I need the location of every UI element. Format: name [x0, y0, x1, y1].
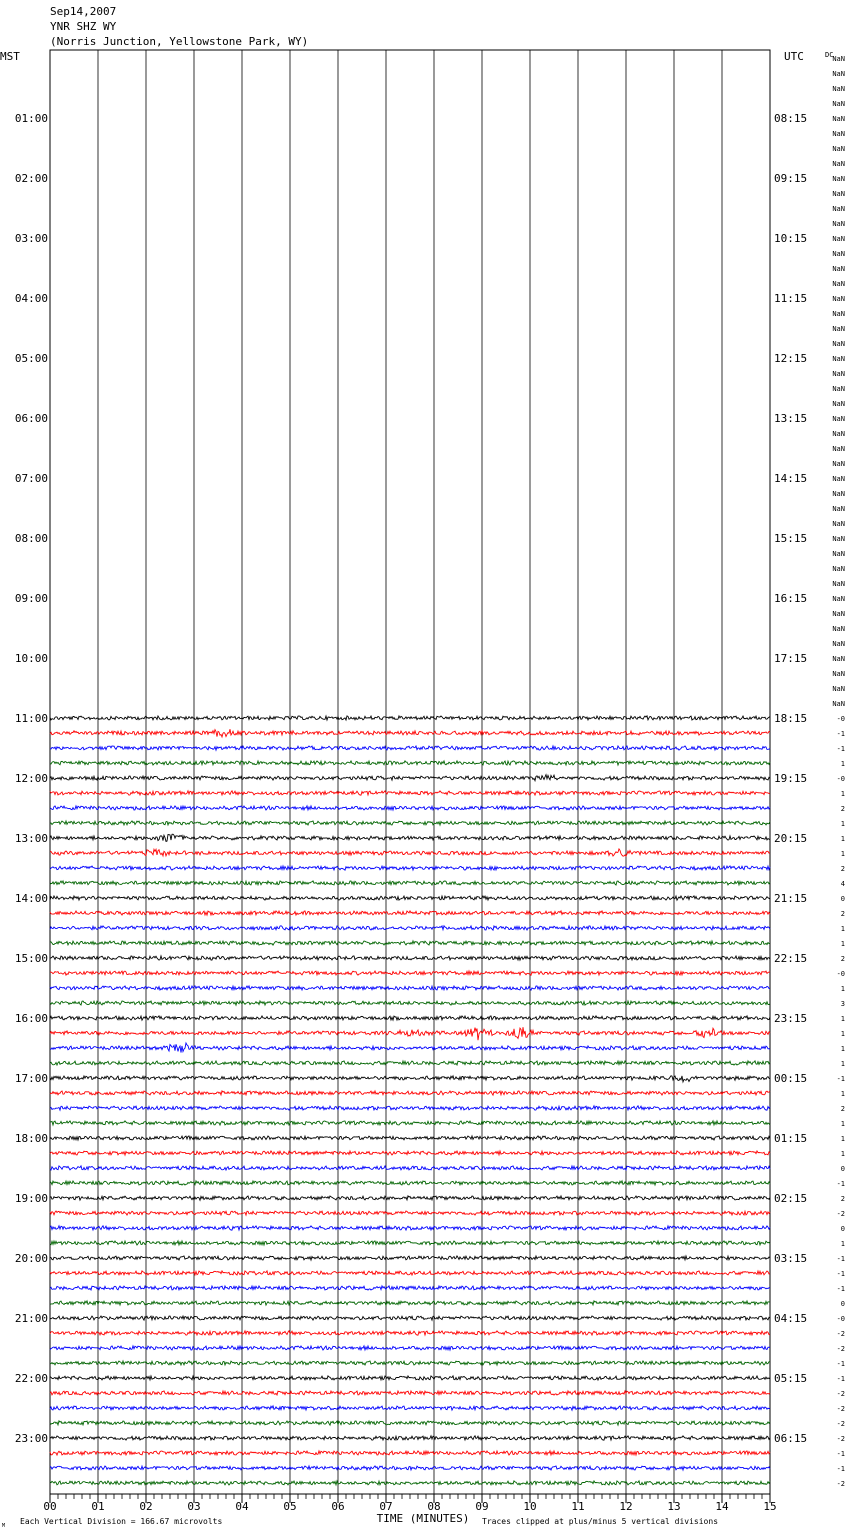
dc-offset-value: 1	[840, 850, 845, 858]
dc-offset-value: 2	[840, 955, 845, 963]
utc-hour-label: 20:15	[774, 832, 808, 845]
x-tick-label: 11	[571, 1500, 585, 1513]
dc-offset-value: 1	[840, 835, 845, 843]
x-tick-label: 04	[235, 1500, 249, 1513]
plot-frame	[50, 50, 770, 1494]
dc-offset-value: -1	[836, 1375, 845, 1383]
dc-offset-value: 2	[840, 1105, 845, 1113]
utc-hour-label: 00:15	[774, 1072, 808, 1085]
dc-offset-nan: NaN	[832, 115, 845, 123]
dc-offset-value: 2	[840, 910, 845, 918]
dc-offset-value: 1	[840, 940, 845, 948]
seismic-trace	[50, 1061, 770, 1065]
dc-offset-value: -2	[836, 1405, 845, 1413]
seismic-trace	[50, 775, 770, 781]
x-tick-label: 05	[283, 1500, 297, 1513]
seismic-trace	[50, 881, 770, 885]
mst-hour-label: 02:00	[14, 172, 48, 185]
utc-hour-label: 01:15	[774, 1132, 808, 1145]
dc-offset-nan: NaN	[832, 190, 845, 198]
dc-offset-nan: NaN	[832, 625, 845, 633]
x-axis-label: TIME (MINUTES)	[376, 1512, 470, 1525]
dc-offset-nan: NaN	[832, 655, 845, 663]
dc-offset-nan: NaN	[832, 505, 845, 513]
seismic-trace	[50, 1121, 770, 1125]
dc-offset-value: -2	[836, 1390, 845, 1398]
mst-hour-label: 20:00	[14, 1252, 48, 1265]
dc-offset-value: 1	[840, 1090, 845, 1098]
dc-offset-nan: NaN	[832, 250, 845, 258]
seismic-trace	[50, 1091, 770, 1095]
footer-scale-note: Each Vertical Division = 166.67 microvolts	[20, 1517, 223, 1526]
mst-hour-label: 03:00	[14, 232, 48, 245]
x-tick-label: 02	[139, 1500, 153, 1513]
seismic-trace	[50, 1286, 770, 1290]
seismic-trace	[50, 1361, 770, 1365]
dc-offset-value: 4	[840, 880, 845, 888]
seismic-trace	[50, 956, 770, 960]
seismic-trace	[50, 1211, 770, 1215]
utc-hour-label: 22:15	[774, 952, 808, 965]
dc-offset-value: 1	[840, 1240, 845, 1248]
dc-offset-value: 1	[840, 1030, 845, 1038]
seismic-trace	[50, 1391, 770, 1395]
utc-hour-label: 11:15	[774, 292, 808, 305]
dc-offset-value: -2	[836, 1480, 845, 1488]
mst-hour-label: 14:00	[14, 892, 48, 905]
seismic-trace	[50, 849, 770, 856]
dc-offset-nan: NaN	[832, 595, 845, 603]
dc-offset-nan: NaN	[832, 685, 845, 693]
x-tick-label: 09	[475, 1500, 489, 1513]
dc-offset-value: 3	[840, 1000, 845, 1008]
dc-offset-value: 1	[840, 925, 845, 933]
x-tick-label: 15	[763, 1500, 777, 1513]
dc-offset-nan: NaN	[832, 640, 845, 648]
dc-offset-value: 1	[840, 1135, 845, 1143]
dc-offset-nan: NaN	[832, 520, 845, 528]
seismic-trace	[50, 729, 770, 737]
dc-offset-value: 1	[840, 1120, 845, 1128]
x-tick-label: 06	[331, 1500, 345, 1513]
dc-offset-nan: NaN	[832, 445, 845, 453]
utc-hour-label: 04:15	[774, 1312, 808, 1325]
utc-hour-label: 02:15	[774, 1192, 808, 1205]
seismic-trace	[50, 1151, 770, 1155]
dc-offset-value: -1	[836, 1180, 845, 1188]
utc-hour-label: 05:15	[774, 1372, 808, 1385]
dc-label: DC	[825, 51, 834, 59]
seismic-trace	[50, 1001, 770, 1005]
mst-hour-label: 04:00	[14, 292, 48, 305]
seismic-trace	[50, 986, 770, 990]
dc-offset-value: -0	[836, 715, 845, 723]
utc-hour-label: 17:15	[774, 652, 808, 665]
dc-offset-nan: NaN	[832, 295, 845, 303]
seismic-trace	[50, 1331, 770, 1335]
dc-offset-nan: NaN	[832, 265, 845, 273]
footer-mark: M	[2, 1523, 6, 1529]
seismic-trace	[50, 866, 770, 870]
dc-offset-nan: NaN	[832, 325, 845, 333]
dc-offset-value: 0	[840, 1225, 845, 1233]
dc-offset-nan: NaN	[832, 145, 845, 153]
dc-offset-nan: NaN	[832, 355, 845, 363]
utc-hour-label: 10:15	[774, 232, 808, 245]
dc-offset-nan: NaN	[832, 700, 845, 708]
dc-offset-nan: NaN	[832, 610, 845, 618]
mst-hour-label: 12:00	[14, 772, 48, 785]
dc-offset-nan: NaN	[832, 385, 845, 393]
seismic-trace	[50, 821, 770, 825]
mst-hour-label: 18:00	[14, 1132, 48, 1145]
seismic-trace	[50, 1196, 770, 1200]
dc-offset-nan: NaN	[832, 310, 845, 318]
dc-offset-value: 2	[840, 1195, 845, 1203]
dc-offset-nan: NaN	[832, 475, 845, 483]
dc-offset-nan: NaN	[832, 580, 845, 588]
seismic-trace	[50, 1136, 770, 1140]
dc-offset-value: -1	[836, 1360, 845, 1368]
axis-labels	[0, 50, 845, 1529]
dc-offset-nan: NaN	[832, 175, 845, 183]
seismic-trace	[50, 1256, 770, 1260]
dc-offset-value: -2	[836, 1330, 845, 1338]
seismic-trace	[50, 1166, 770, 1170]
dc-offset-value: -1	[836, 1285, 845, 1293]
mst-hour-label: 06:00	[14, 412, 48, 425]
dc-offset-value: -2	[836, 1210, 845, 1218]
x-tick-label: 01	[91, 1500, 105, 1513]
seismic-trace	[50, 1226, 770, 1230]
seismic-trace	[50, 1043, 770, 1053]
seismic-trace	[50, 1181, 770, 1185]
mst-hour-label: 16:00	[14, 1012, 48, 1025]
dc-offset-nan: NaN	[832, 415, 845, 423]
seismic-trace	[50, 1436, 770, 1440]
seismic-trace	[50, 746, 770, 750]
utc-hour-label: 08:15	[774, 112, 808, 125]
seismic-trace	[50, 1451, 770, 1455]
dc-offset-value: -1	[836, 1255, 845, 1263]
dc-offset-value: -1	[836, 745, 845, 753]
dc-offset-nan: NaN	[832, 235, 845, 243]
x-tick-label: 03	[187, 1500, 201, 1513]
seismic-trace	[50, 1481, 770, 1485]
dc-offset-value: 0	[840, 895, 845, 903]
x-tick-label: 12	[619, 1500, 633, 1513]
plot-station: YNR SHZ WY	[50, 20, 117, 33]
left-axis-label: MST	[0, 50, 20, 63]
seismic-trace	[50, 1421, 770, 1425]
seismic-trace	[50, 806, 770, 810]
mst-hour-label: 15:00	[14, 952, 48, 965]
mst-hour-label: 10:00	[14, 652, 48, 665]
dc-offset-nan: NaN	[832, 340, 845, 348]
dc-offset-nan: NaN	[832, 370, 845, 378]
x-tick-label: 10	[523, 1500, 537, 1513]
utc-hour-label: 21:15	[774, 892, 808, 905]
mst-hour-label: 05:00	[14, 352, 48, 365]
dc-offset-value: 2	[840, 865, 845, 873]
seismic-trace	[50, 1316, 770, 1320]
x-tick-label: 07	[379, 1500, 393, 1513]
utc-hour-label: 23:15	[774, 1012, 808, 1025]
mst-hour-label: 13:00	[14, 832, 48, 845]
seismic-trace	[50, 1027, 770, 1040]
seismic-trace	[50, 761, 770, 765]
dc-offset-value: 2	[840, 805, 845, 813]
utc-hour-label: 14:15	[774, 472, 808, 485]
dc-offset-value: -1	[836, 1465, 845, 1473]
dc-offset-value: -2	[836, 1420, 845, 1428]
dc-offset-value: 1	[840, 1150, 845, 1158]
dc-offset-nan: NaN	[832, 130, 845, 138]
seismic-trace	[50, 1076, 770, 1082]
dc-offset-nan: NaN	[832, 430, 845, 438]
dc-offset-nan: NaN	[832, 400, 845, 408]
seismic-trace	[50, 1346, 770, 1350]
dc-offset-value: -0	[836, 775, 845, 783]
dc-offset-value: 1	[840, 820, 845, 828]
dc-offset-nan: NaN	[832, 70, 845, 78]
seismic-trace	[50, 896, 770, 900]
mst-hour-label: 17:00	[14, 1072, 48, 1085]
mst-hour-label: 11:00	[14, 712, 48, 725]
seismic-trace	[50, 834, 770, 841]
dc-offset-nan: NaN	[832, 100, 845, 108]
mst-hour-label: 01:00	[14, 112, 48, 125]
seismic-trace	[50, 971, 770, 975]
dc-offset-value: 0	[840, 1300, 845, 1308]
footer-clip-note: Traces clipped at plus/minus 5 vertical divisions	[482, 1517, 719, 1526]
utc-hour-label: 09:15	[774, 172, 808, 185]
mst-hour-label: 08:00	[14, 532, 48, 545]
utc-hour-label: 12:15	[774, 352, 808, 365]
utc-hour-label: 18:15	[774, 712, 808, 725]
dc-offset-value: 1	[840, 1015, 845, 1023]
dc-offset-value: -1	[836, 1075, 845, 1083]
utc-hour-label: 19:15	[774, 772, 808, 785]
seismic-trace	[50, 1271, 770, 1275]
dc-offset-value: 1	[840, 1060, 845, 1068]
dc-offset-value: -1	[836, 1270, 845, 1278]
dc-offset-value: 0	[840, 1165, 845, 1173]
utc-hour-label: 03:15	[774, 1252, 808, 1265]
dc-offset-nan: NaN	[832, 670, 845, 678]
dc-offset-value: 1	[840, 985, 845, 993]
plot-location: (Norris Junction, Yellowstone Park, WY)	[50, 35, 309, 48]
mst-hour-label: 09:00	[14, 592, 48, 605]
dc-offset-nan: NaN	[832, 550, 845, 558]
mst-hour-label: 19:00	[14, 1192, 48, 1205]
seismic-trace	[50, 791, 770, 795]
dc-offset-value: -2	[836, 1345, 845, 1353]
utc-hour-label: 13:15	[774, 412, 808, 425]
plot-grid	[50, 50, 770, 1503]
seismic-trace	[50, 1301, 770, 1305]
x-tick-label: 00	[43, 1500, 57, 1513]
seismic-trace	[50, 911, 770, 915]
mst-hour-label: 22:00	[14, 1372, 48, 1385]
seismic-trace	[50, 926, 770, 930]
seismic-trace	[50, 1406, 770, 1410]
dc-offset-nan: NaN	[832, 205, 845, 213]
dc-offset-value: 1	[840, 1045, 845, 1053]
x-tick-label: 14	[715, 1500, 729, 1513]
mst-hour-label: 21:00	[14, 1312, 48, 1325]
dc-offset-nan: NaN	[832, 535, 845, 543]
dc-offset-value: 1	[840, 790, 845, 798]
mst-hour-label: 07:00	[14, 472, 48, 485]
dc-offset-value: -1	[836, 730, 845, 738]
seismic-traces	[50, 716, 770, 1485]
dc-offset-nan: NaN	[832, 460, 845, 468]
seismic-trace	[50, 716, 770, 720]
dc-offset-value: 1	[840, 760, 845, 768]
mst-hour-label: 23:00	[14, 1432, 48, 1445]
right-axis-label: UTC	[784, 50, 804, 63]
dc-offset-nan: NaN	[832, 280, 845, 288]
dc-offset-value: -0	[836, 1315, 845, 1323]
seismic-trace	[50, 1016, 770, 1020]
utc-hour-label: 15:15	[774, 532, 808, 545]
dc-offset-nan: NaN	[832, 55, 845, 63]
dc-offset-nan: NaN	[832, 220, 845, 228]
seismic-trace	[50, 1241, 770, 1245]
dc-offset-value: -0	[836, 970, 845, 978]
dc-offset-nan: NaN	[832, 85, 845, 93]
seismic-trace	[50, 1376, 770, 1380]
utc-hour-label: 16:15	[774, 592, 808, 605]
x-tick-label: 08	[427, 1500, 441, 1513]
dc-offset-nan: NaN	[832, 490, 845, 498]
x-tick-label: 13	[667, 1500, 681, 1513]
dc-offset-value: -1	[836, 1450, 845, 1458]
seismic-trace	[50, 1466, 770, 1470]
dc-offset-value: -2	[836, 1435, 845, 1443]
seismic-trace	[50, 941, 770, 945]
seismic-trace	[50, 1106, 770, 1110]
dc-offset-nan: NaN	[832, 160, 845, 168]
utc-hour-label: 06:15	[774, 1432, 808, 1445]
plot-date: Sep14,2007	[50, 5, 117, 18]
dc-offset-nan: NaN	[832, 565, 845, 573]
